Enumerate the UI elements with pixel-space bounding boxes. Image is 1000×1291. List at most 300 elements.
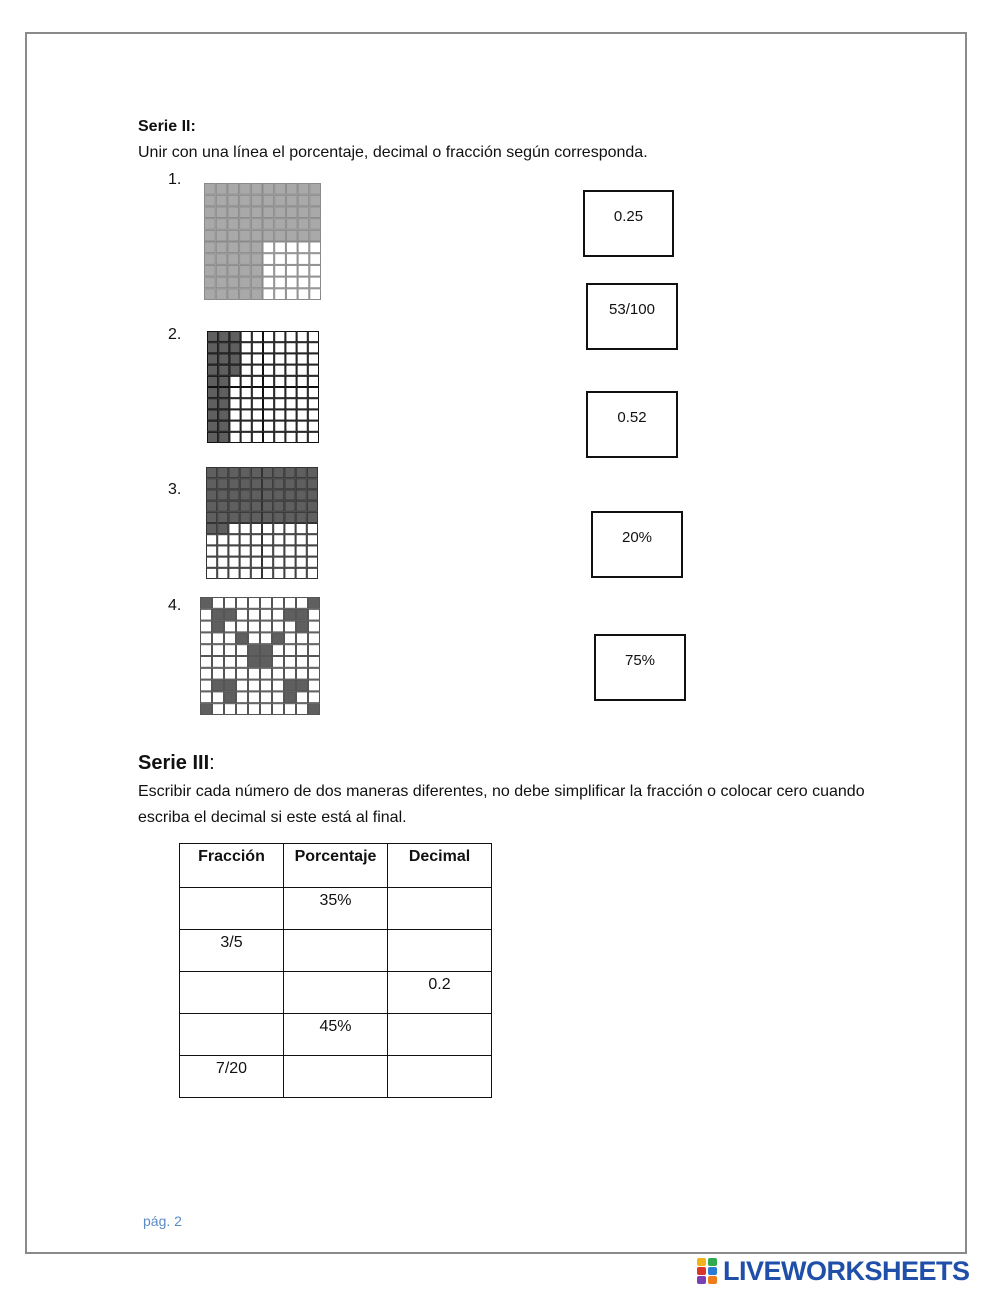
grid-cell [285, 568, 295, 578]
grid-cell [208, 354, 218, 364]
grid-cell [308, 332, 318, 342]
grid-cell [237, 680, 248, 691]
grid-cell [237, 598, 248, 609]
grid-cell [218, 568, 228, 578]
grid-cell [273, 609, 284, 620]
grid-cell [297, 376, 307, 386]
grid-cell [207, 512, 217, 522]
grid-cell [261, 633, 272, 644]
hundred-grid-4 [200, 597, 320, 715]
grid-cell [240, 524, 250, 534]
grid-cell [229, 501, 239, 511]
grid-cell [275, 410, 285, 420]
grid-cell [275, 432, 285, 442]
conversion-table [179, 843, 492, 1098]
grid-cell [297, 432, 307, 442]
grid-cell [263, 254, 274, 265]
grid-cell [264, 388, 274, 398]
grid-cell [225, 668, 236, 679]
grid-cell [251, 546, 261, 556]
grid-cell [249, 680, 260, 691]
grid-cell [263, 219, 274, 230]
table-cell[interactable] [284, 972, 388, 1014]
grid-cell [275, 184, 286, 195]
grid-cell [219, 388, 229, 398]
grid-cell [285, 621, 296, 632]
grid-cell [205, 195, 216, 206]
grid-cell [208, 332, 218, 342]
grid-cell [297, 388, 307, 398]
grid-cell [263, 277, 274, 288]
table-cell[interactable] [388, 1014, 492, 1056]
grid-cell [275, 332, 285, 342]
grid-cell [274, 524, 284, 534]
grid-cell [251, 207, 262, 218]
grid-cell [241, 354, 251, 364]
answer-box-1[interactable]: 0.25 [583, 190, 674, 257]
grid-cell [229, 568, 239, 578]
grid-cell [285, 692, 296, 703]
grid-cell [251, 195, 262, 206]
grid-cell [308, 399, 318, 409]
grid-cell [240, 277, 251, 288]
grid-cell [286, 289, 297, 300]
grid-cell [228, 230, 239, 241]
grid-cell [310, 254, 321, 265]
grid-cell [230, 343, 240, 353]
grid-cell [237, 657, 248, 668]
grid-cell [285, 704, 296, 715]
grid-cell [274, 479, 284, 489]
grid-cell [218, 535, 228, 545]
grid-cell [219, 365, 229, 375]
grid-cell [309, 657, 320, 668]
grid-cell [307, 479, 317, 489]
serie3-instruction: Escribir cada número de dos maneras diferentes, no debe simplificar la fracción o colocar cero cuando escriba el decimal si este está al final. [138, 783, 865, 826]
grid-cell [208, 432, 218, 442]
grid-cell [297, 668, 308, 679]
table-cell[interactable] [180, 972, 284, 1014]
grid-cell [263, 468, 273, 478]
grid-cell [285, 598, 296, 609]
grid-cell [216, 230, 227, 241]
grid-cell [308, 432, 318, 442]
grid-cell [213, 645, 224, 656]
table-row [180, 930, 492, 972]
grid-cell [241, 399, 251, 409]
grid-cell [240, 501, 250, 511]
grid-cell [228, 207, 239, 218]
grid-cell [298, 254, 309, 265]
grid-cell [286, 343, 296, 353]
grid-cell [229, 557, 239, 567]
answer-box-4[interactable]: 20% [591, 511, 683, 578]
grid-cell [275, 254, 286, 265]
grid-cell [201, 621, 212, 632]
grid-cell [251, 184, 262, 195]
grid-cell [201, 645, 212, 656]
grid-cell [219, 421, 229, 431]
grid-cell [252, 376, 262, 386]
table-cell[interactable] [284, 1056, 388, 1098]
grid-cell [273, 704, 284, 715]
grid-cell [201, 692, 212, 703]
grid-cell [241, 388, 251, 398]
serie2-title: Serie II: [138, 118, 196, 135]
grid-cell [308, 388, 318, 398]
grid-cell [240, 535, 250, 545]
grid-cell [275, 265, 286, 276]
grid-cell [251, 557, 261, 567]
grid-cell [309, 692, 320, 703]
grid-cell [230, 332, 240, 342]
grid-cell [205, 277, 216, 288]
grid-cell [307, 501, 317, 511]
grid-cell [296, 546, 306, 556]
grid-cell [273, 692, 284, 703]
grid-cell [249, 692, 260, 703]
grid-cell [297, 621, 308, 632]
table-cell: 7/20 [180, 1056, 284, 1098]
grid-cell [225, 621, 236, 632]
grid-cell [310, 195, 321, 206]
grid-cell [207, 501, 217, 511]
grid-cell [296, 524, 306, 534]
grid-cell [273, 680, 284, 691]
grid-cell [309, 633, 320, 644]
grid-cell [308, 354, 318, 364]
grid-cell [218, 557, 228, 567]
grid-cell [251, 535, 261, 545]
grid-cell [252, 432, 262, 442]
grid-cell [225, 609, 236, 620]
grid-cell [263, 557, 273, 567]
grid-cell [285, 501, 295, 511]
grid-cell [264, 376, 274, 386]
grid-cell [296, 468, 306, 478]
grid-cell [230, 365, 240, 375]
grid-cell [298, 230, 309, 241]
page-number: pág. 2 [143, 1213, 182, 1229]
grid-cell [213, 609, 224, 620]
grid-cell [225, 645, 236, 656]
grid-cell [307, 546, 317, 556]
grid-cell [213, 668, 224, 679]
grid-cell [208, 365, 218, 375]
grid-cell [207, 490, 217, 500]
grid-cell [216, 277, 227, 288]
grid-cell [208, 399, 218, 409]
liveworksheets-brand[interactable] [697, 1256, 970, 1286]
grid-cell [285, 680, 296, 691]
grid-cell [263, 479, 273, 489]
grid-cell [286, 230, 297, 241]
grid-cell [213, 657, 224, 668]
grid-cell [252, 399, 262, 409]
answer-box-5[interactable]: 75% [594, 634, 686, 701]
grid-cell [240, 479, 250, 489]
grid-cell [228, 195, 239, 206]
grid-cell [241, 365, 251, 375]
grid-cell [285, 609, 296, 620]
grid-cell [207, 557, 217, 567]
grid-cell [207, 535, 217, 545]
grid-cell [261, 680, 272, 691]
grid-cell [201, 598, 212, 609]
grid-cell [286, 410, 296, 420]
grid-cell [307, 557, 317, 567]
grid-cell [263, 289, 274, 300]
grid-cell [205, 289, 216, 300]
grid-cell [240, 289, 251, 300]
grid-cell [310, 230, 321, 241]
grid-cell [240, 230, 251, 241]
grid-cell [237, 668, 248, 679]
grid-cell [219, 410, 229, 420]
grid-cell [251, 501, 261, 511]
grid-cell [205, 184, 216, 195]
grid-cell [285, 468, 295, 478]
grid-cell [241, 332, 251, 342]
grid-cell [285, 633, 296, 644]
grid-cell [225, 633, 236, 644]
grid-cell [297, 399, 307, 409]
grid-cell [308, 376, 318, 386]
grid-cell [308, 365, 318, 375]
grid-cell [263, 195, 274, 206]
grid-cell [216, 207, 227, 218]
item-number-3: 3. [168, 481, 182, 498]
grid-cell [286, 242, 297, 253]
grid-cell [230, 421, 240, 431]
grid-cell [297, 680, 308, 691]
grid-cell [297, 421, 307, 431]
grid-cell [274, 568, 284, 578]
grid-cell [261, 668, 272, 679]
table-cell: 35% [284, 888, 388, 930]
grid-cell [207, 479, 217, 489]
grid-cell [241, 421, 251, 431]
grid-cell [263, 524, 273, 534]
grid-cell [297, 598, 308, 609]
grid-cell [241, 376, 251, 386]
grid-cell [307, 468, 317, 478]
grid-cell [308, 421, 318, 431]
grid-cell [297, 365, 307, 375]
grid-cell [251, 490, 261, 500]
grid-cell [201, 657, 212, 668]
grid-cell [275, 219, 286, 230]
grid-cell [264, 399, 274, 409]
grid-cell [213, 621, 224, 632]
grid-cell [275, 207, 286, 218]
table-cell[interactable] [388, 930, 492, 972]
grid-cell [297, 609, 308, 620]
grid-cell [249, 668, 260, 679]
table-cell[interactable] [180, 888, 284, 930]
grid-cell [286, 207, 297, 218]
table-row [180, 1014, 492, 1056]
grid-cell [219, 332, 229, 342]
grid-cell [205, 230, 216, 241]
grid-cell [297, 410, 307, 420]
grid-cell [310, 219, 321, 230]
grid-cell [225, 680, 236, 691]
grid-cell [285, 668, 296, 679]
grid-cell [219, 343, 229, 353]
answer-box-2[interactable]: 53/100 [586, 283, 678, 350]
grid-cell [297, 633, 308, 644]
liveworksheets-logo-icon [697, 1258, 719, 1284]
grid-cell [286, 219, 297, 230]
grid-cell [216, 289, 227, 300]
grid-cell [296, 490, 306, 500]
grid-cell [208, 410, 218, 420]
grid-cell [237, 609, 248, 620]
grid-cell [309, 680, 320, 691]
grid-cell [213, 692, 224, 703]
grid-cell [308, 343, 318, 353]
grid-cell [263, 490, 273, 500]
grid-cell [297, 657, 308, 668]
grid-cell [285, 645, 296, 656]
grid-cell [263, 546, 273, 556]
grid-cell [263, 265, 274, 276]
grid-cell [252, 332, 262, 342]
grid-cell [229, 535, 239, 545]
grid-cell [263, 230, 274, 241]
grid-cell [216, 265, 227, 276]
table-cell[interactable] [180, 1014, 284, 1056]
grid-cell [251, 568, 261, 578]
grid-cell [216, 195, 227, 206]
table-cell: 0.2 [388, 972, 492, 1014]
grid-cell [286, 184, 297, 195]
grid-cell [298, 277, 309, 288]
page-frame [25, 32, 967, 1254]
grid-cell [286, 254, 297, 265]
grid-cell [230, 432, 240, 442]
grid-cell [205, 265, 216, 276]
grid-cell [307, 490, 317, 500]
grid-cell [274, 512, 284, 522]
grid-cell [297, 354, 307, 364]
grid-cell [228, 184, 239, 195]
grid-cell [229, 546, 239, 556]
grid-cell [216, 219, 227, 230]
grid-cell [275, 343, 285, 353]
grid-cell [240, 184, 251, 195]
grid-cell [261, 704, 272, 715]
grid-cell [225, 704, 236, 715]
grid-cell [296, 535, 306, 545]
grid-cell [205, 242, 216, 253]
grid-cell [285, 512, 295, 522]
grid-cell [240, 490, 250, 500]
grid-cell [219, 432, 229, 442]
grid-cell [218, 468, 228, 478]
answer-box-3[interactable]: 0.52 [586, 391, 678, 458]
grid-cell [229, 479, 239, 489]
grid-cell [207, 468, 217, 478]
grid-cell [228, 254, 239, 265]
grid-cell [205, 219, 216, 230]
grid-cell [252, 354, 262, 364]
header-porcentaje: Porcentaje [284, 844, 388, 888]
table-cell: 3/5 [180, 930, 284, 972]
grid-cell [264, 365, 274, 375]
serie3-title: Serie III: [138, 752, 215, 774]
grid-cell [252, 410, 262, 420]
grid-cell [261, 598, 272, 609]
grid-cell [274, 490, 284, 500]
grid-cell [218, 490, 228, 500]
grid-cell [261, 657, 272, 668]
table-cell[interactable] [388, 1056, 492, 1098]
grid-cell [213, 598, 224, 609]
grid-cell [297, 332, 307, 342]
grid-cell [310, 289, 321, 300]
grid-cell [275, 421, 285, 431]
serie2-instruction: Unir con una línea el porcentaje, decimal o fracción según corresponda. [138, 144, 648, 161]
grid-cell [251, 468, 261, 478]
grid-cell [237, 692, 248, 703]
table-cell[interactable] [388, 888, 492, 930]
grid-cell [218, 546, 228, 556]
grid-cell [229, 490, 239, 500]
grid-cell [219, 354, 229, 364]
grid-cell [252, 365, 262, 375]
grid-cell [298, 207, 309, 218]
grid-cell [297, 343, 307, 353]
grid-cell [263, 207, 274, 218]
grid-cell [251, 230, 262, 241]
grid-cell [298, 219, 309, 230]
grid-cell [285, 546, 295, 556]
grid-cell [240, 512, 250, 522]
grid-cell [297, 645, 308, 656]
grid-cell [208, 376, 218, 386]
grid-cell [249, 704, 260, 715]
grid-cell [309, 645, 320, 656]
grid-cell [207, 546, 217, 556]
grid-cell [298, 195, 309, 206]
grid-cell [251, 479, 261, 489]
grid-cell [251, 277, 262, 288]
grid-cell [274, 501, 284, 511]
grid-cell [263, 242, 274, 253]
grid-cell [298, 265, 309, 276]
grid-cell [263, 535, 273, 545]
grid-cell [237, 621, 248, 632]
grid-cell [309, 668, 320, 679]
header-decimal: Decimal [388, 844, 492, 888]
grid-cell [249, 609, 260, 620]
grid-cell [240, 468, 250, 478]
header-fraccion: Fracción [180, 844, 284, 888]
grid-cell [251, 254, 262, 265]
grid-cell [273, 598, 284, 609]
grid-cell [251, 265, 262, 276]
grid-cell [230, 354, 240, 364]
grid-cell [216, 184, 227, 195]
grid-cell [309, 704, 320, 715]
grid-cell [230, 410, 240, 420]
grid-cell [261, 645, 272, 656]
table-cell: 45% [284, 1014, 388, 1056]
table-cell[interactable] [284, 930, 388, 972]
grid-cell [307, 524, 317, 534]
